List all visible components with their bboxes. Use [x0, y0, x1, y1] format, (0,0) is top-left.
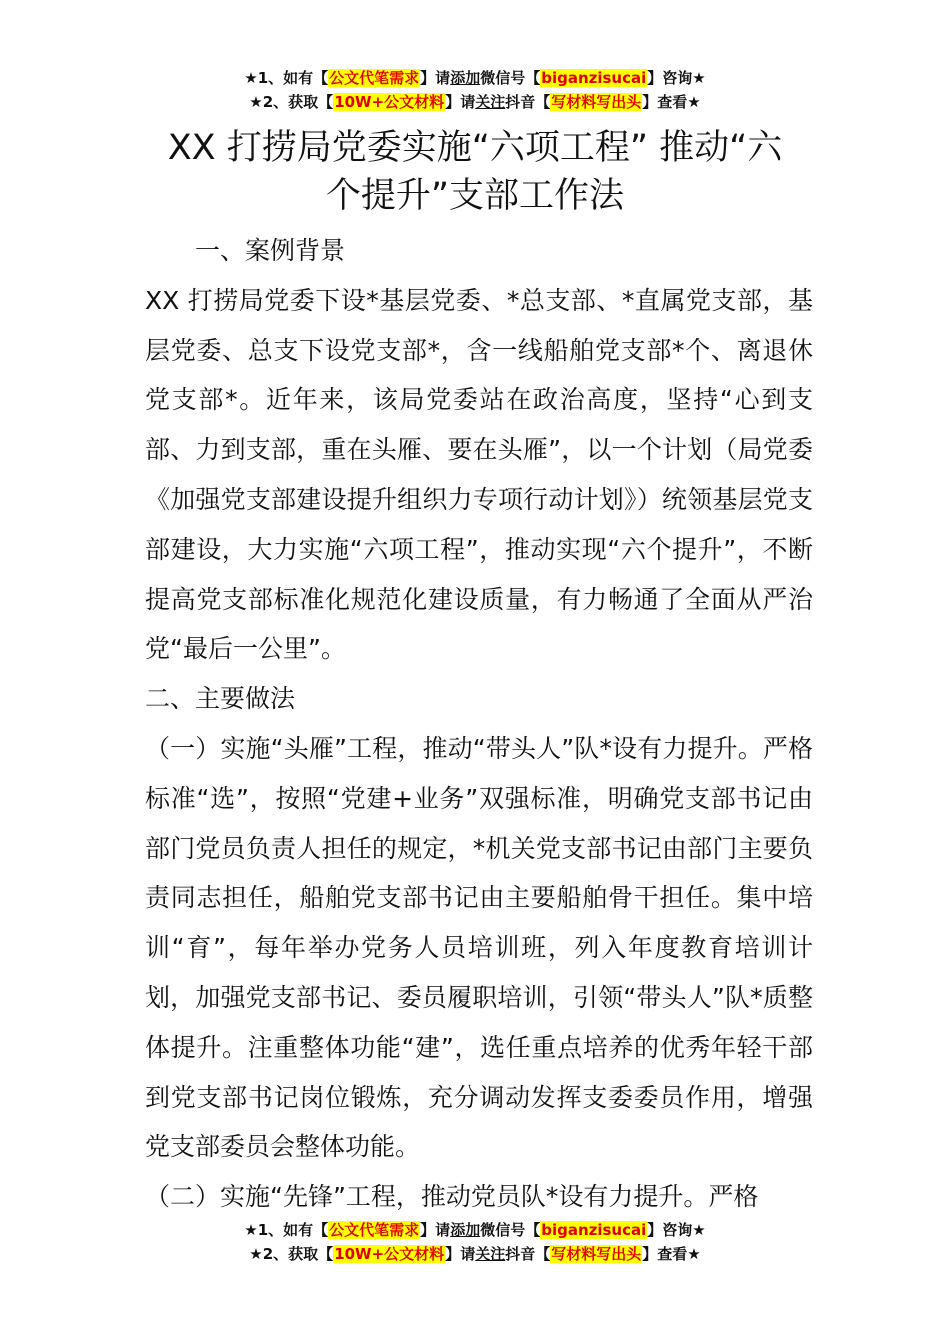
banner-highlight: 公文代笔需求 — [329, 69, 420, 87]
banner-text: ★1、如有【 — [244, 69, 329, 87]
document-title — [130, 124, 820, 220]
banner-text: 】请 — [420, 1221, 451, 1239]
banner-text: 】咨询★ — [647, 69, 706, 87]
banner-line-2 — [0, 90, 950, 114]
banner-text: 】请 — [445, 1245, 476, 1263]
banner-line-2 — [0, 1242, 950, 1266]
banner-text: 】查看★ — [642, 1245, 701, 1263]
banner-text: 】请 — [445, 93, 476, 111]
section-heading-practices: 二、主要做法 — [145, 684, 296, 714]
banner-text: 】咨询★ — [647, 1221, 706, 1239]
banner-emphasis: 关注 — [475, 1245, 506, 1263]
banner-text: ★2、获取【 — [249, 93, 334, 111]
banner-highlight: 公文代笔需求 — [329, 1221, 420, 1239]
banner-line-1 — [0, 66, 950, 90]
banner-douyin-id: 写材料写出头 — [551, 93, 642, 111]
footer-banner — [0, 1218, 950, 1266]
banner-text: 】请 — [420, 69, 451, 87]
title-line-2: 个提升”支部工作法 — [325, 176, 625, 216]
banner-emphasis: 添加 — [450, 69, 481, 87]
paragraph-practice-1: （一）实施“头雁”工程，推动“带头人”队*设有力提升。严格标准“选”，按照“党建+业务”双强标准，明确党支部书记由部门党员负责人担任的规定，*机关党支部书记由部门主要负责同志担任，船舶党支部书记由主要船舶骨干担任。集中培训“育”，每年举办党务人员培训班，列入年度教育培训计划，加强党支部书记、委员履职培训，引领“带头人”队*质整体提升。注重整体功能“建”，选任重点培养的优秀年轻干部到党支部书记岗位锻炼，充分调动发挥支委委员作用，增强党支部委员会整体功能。 — [145, 733, 813, 1162]
banner-text: ★1、如有【 — [244, 1221, 329, 1239]
banner-douyin-id: 写材料写出头 — [551, 1245, 642, 1263]
title-line-1: XX 打捞局党委实施“六项工程” 推动“六 — [167, 128, 783, 168]
banner-wechat-id: biganzisucai — [541, 69, 647, 87]
banner-emphasis: 关注 — [475, 93, 506, 111]
banner-highlight: 10W+公文材料 — [334, 1245, 445, 1263]
banner-text: 微信号【 — [480, 1221, 541, 1239]
banner-text: ★2、获取【 — [249, 1245, 334, 1263]
banner-wechat-id: biganzisucai — [541, 1221, 647, 1239]
banner-line-1 — [0, 1218, 950, 1242]
section-heading-background: 一、案例背景 — [195, 236, 346, 265]
banner-highlight: 10W+公文材料 — [334, 93, 445, 111]
header-banner — [0, 66, 950, 114]
banner-text: 】查看★ — [642, 93, 701, 111]
document-body — [145, 226, 813, 1222]
paragraph-practice-2: （二）实施“先锋”工程，推动党员队*设有力提升。严格 — [145, 1182, 759, 1212]
banner-text: 抖音【 — [505, 1245, 551, 1263]
paragraph-background: XX 打捞局党委下设*基层党委、*总支部、*直属党支部，基层党委、总支下设党支部*，含一线船舶党支部*个、离退休党支部*。近年来，该局党委站在政治高度，坚持“心到支部、力到支部，重在头雁、要在头雁”，以一个计划（局党委《加强党支部建设提升组织力专项行动计划》）统领基层党支部建设，大力实施“六项工程”，推动实现“六个提升”，不断提高党支部标准化规范化建设质量，有力畅通了全面从严治党“最后一公里”。 — [145, 285, 813, 664]
banner-text: 微信号【 — [480, 69, 541, 87]
banner-text: 抖音【 — [505, 93, 551, 111]
banner-emphasis: 添加 — [450, 1221, 481, 1239]
